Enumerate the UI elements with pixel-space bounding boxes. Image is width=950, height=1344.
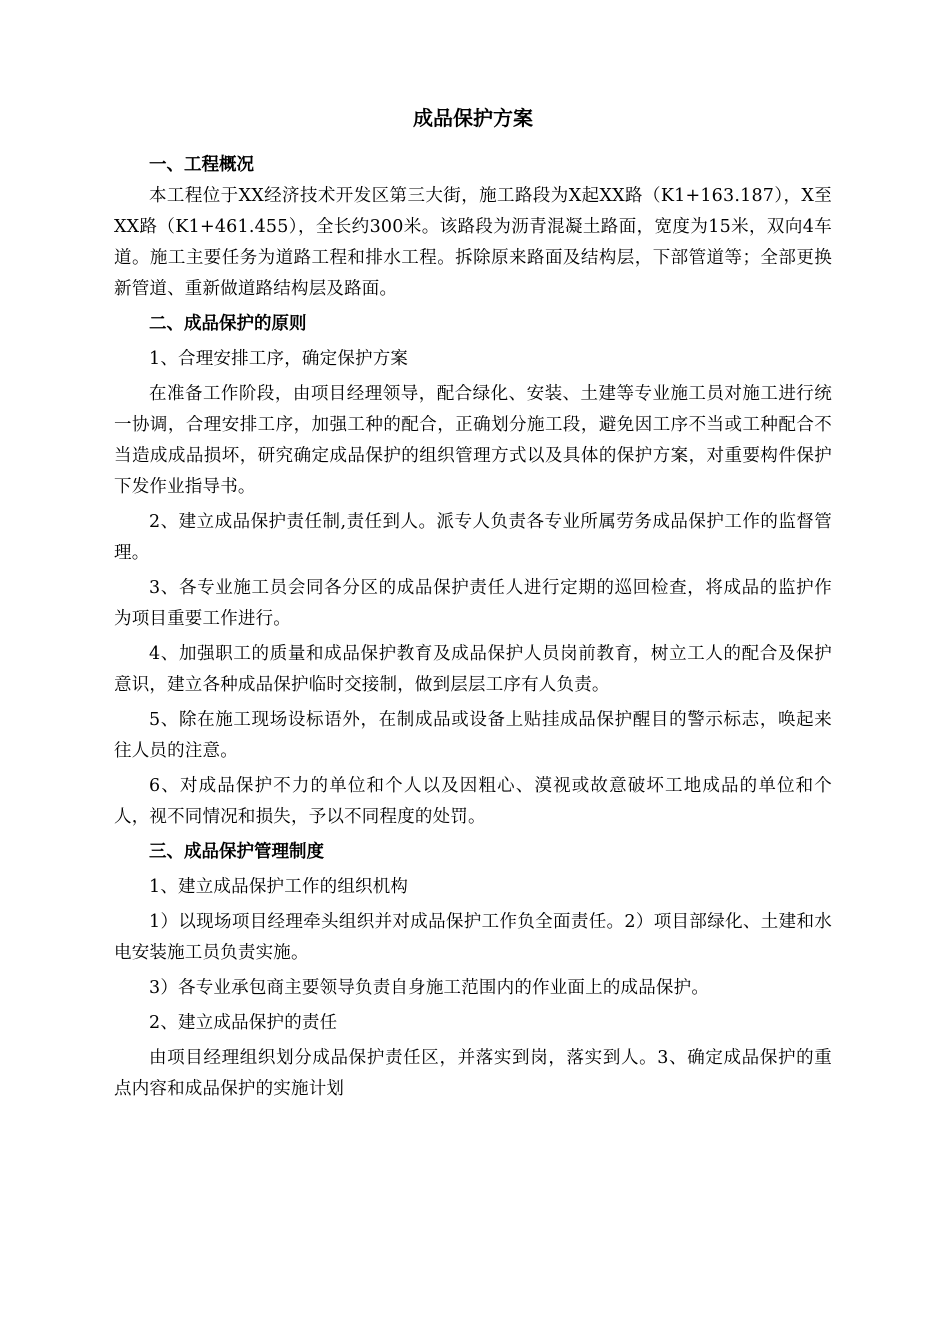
document-title: 成品保护方案	[413, 106, 533, 130]
list-item-title: 1、建立成品保护工作的组织机构	[149, 877, 409, 897]
section-heading: 二、成品保护的原则	[149, 314, 307, 334]
paragraph: 3、各专业施工员会同各分区的成品保护责任人进行定期的巡回检查，将成品的监护作为项目重要工作进行。	[114, 578, 832, 629]
section-heading: 三、成品保护管理制度	[149, 842, 324, 862]
paragraph: 5、除在施工现场设标语外，在制成品或设备上贴挂成品保护醒目的警示标志，唤起来往人员的注意。	[114, 710, 832, 761]
section-heading: 一、工程概况	[149, 155, 254, 175]
paragraph: 本工程位于XX经济技术开发区第三大街，施工路段为X起XX路（K1+163.187），X至XX路（K1+461.455），全长约300米。该路段为沥青混凝土路面，宽度为15米，双向4车道。施工主要任务为道路工程和排水工程。拆除原来路面及结构层，下部管道等；全部更换新管道、重新做道路结构层及路面。	[114, 186, 832, 299]
paragraph: 1）以现场项目经理牵头组织并对成品保护工作负全面责任。2）项目部绿化、土建和水电安装施工员负责实施。	[114, 912, 832, 963]
paragraph: 3）各专业承包商主要领导负责自身施工范围内的作业面上的成品保护。	[149, 978, 710, 998]
paragraph: 由项目经理组织划分成品保护责任区，并落实到岗，落实到人。3、确定成品保护的重点内容和成品保护的实施计划	[114, 1048, 832, 1099]
paragraph: 在准备工作阶段，由项目经理领导，配合绿化、安装、土建等专业施工员对施工进行统一协调，合理安排工序，加强工种的配合，正确划分施工段，避免因工序不当或工种配合不当造成成品损坏，研究确定成品保护的组织管理方式以及具体的保护方案，对重要构件保护下发作业指导书。	[114, 384, 832, 497]
paragraph: 6、对成品保护不力的单位和个人以及因粗心、漠视或故意破坏工地成品的单位和个人，视不同情况和损失，予以不同程度的处罚。	[114, 776, 832, 827]
list-item-title: 1、合理安排工序，确定保护方案	[149, 349, 409, 369]
list-item-title: 2、建立成品保护的责任	[149, 1013, 338, 1033]
paragraph: 2、建立成品保护责任制,责任到人。派专人负责各专业所属劳务成品保护工作的监督管理。	[114, 512, 832, 563]
paragraph: 4、加强职工的质量和成品保护教育及成品保护人员岗前教育，树立工人的配合及保护意识，建立各种成品保护临时交接制，做到层层工序有人负责。	[114, 644, 832, 695]
document-body	[114, 150, 832, 1105]
